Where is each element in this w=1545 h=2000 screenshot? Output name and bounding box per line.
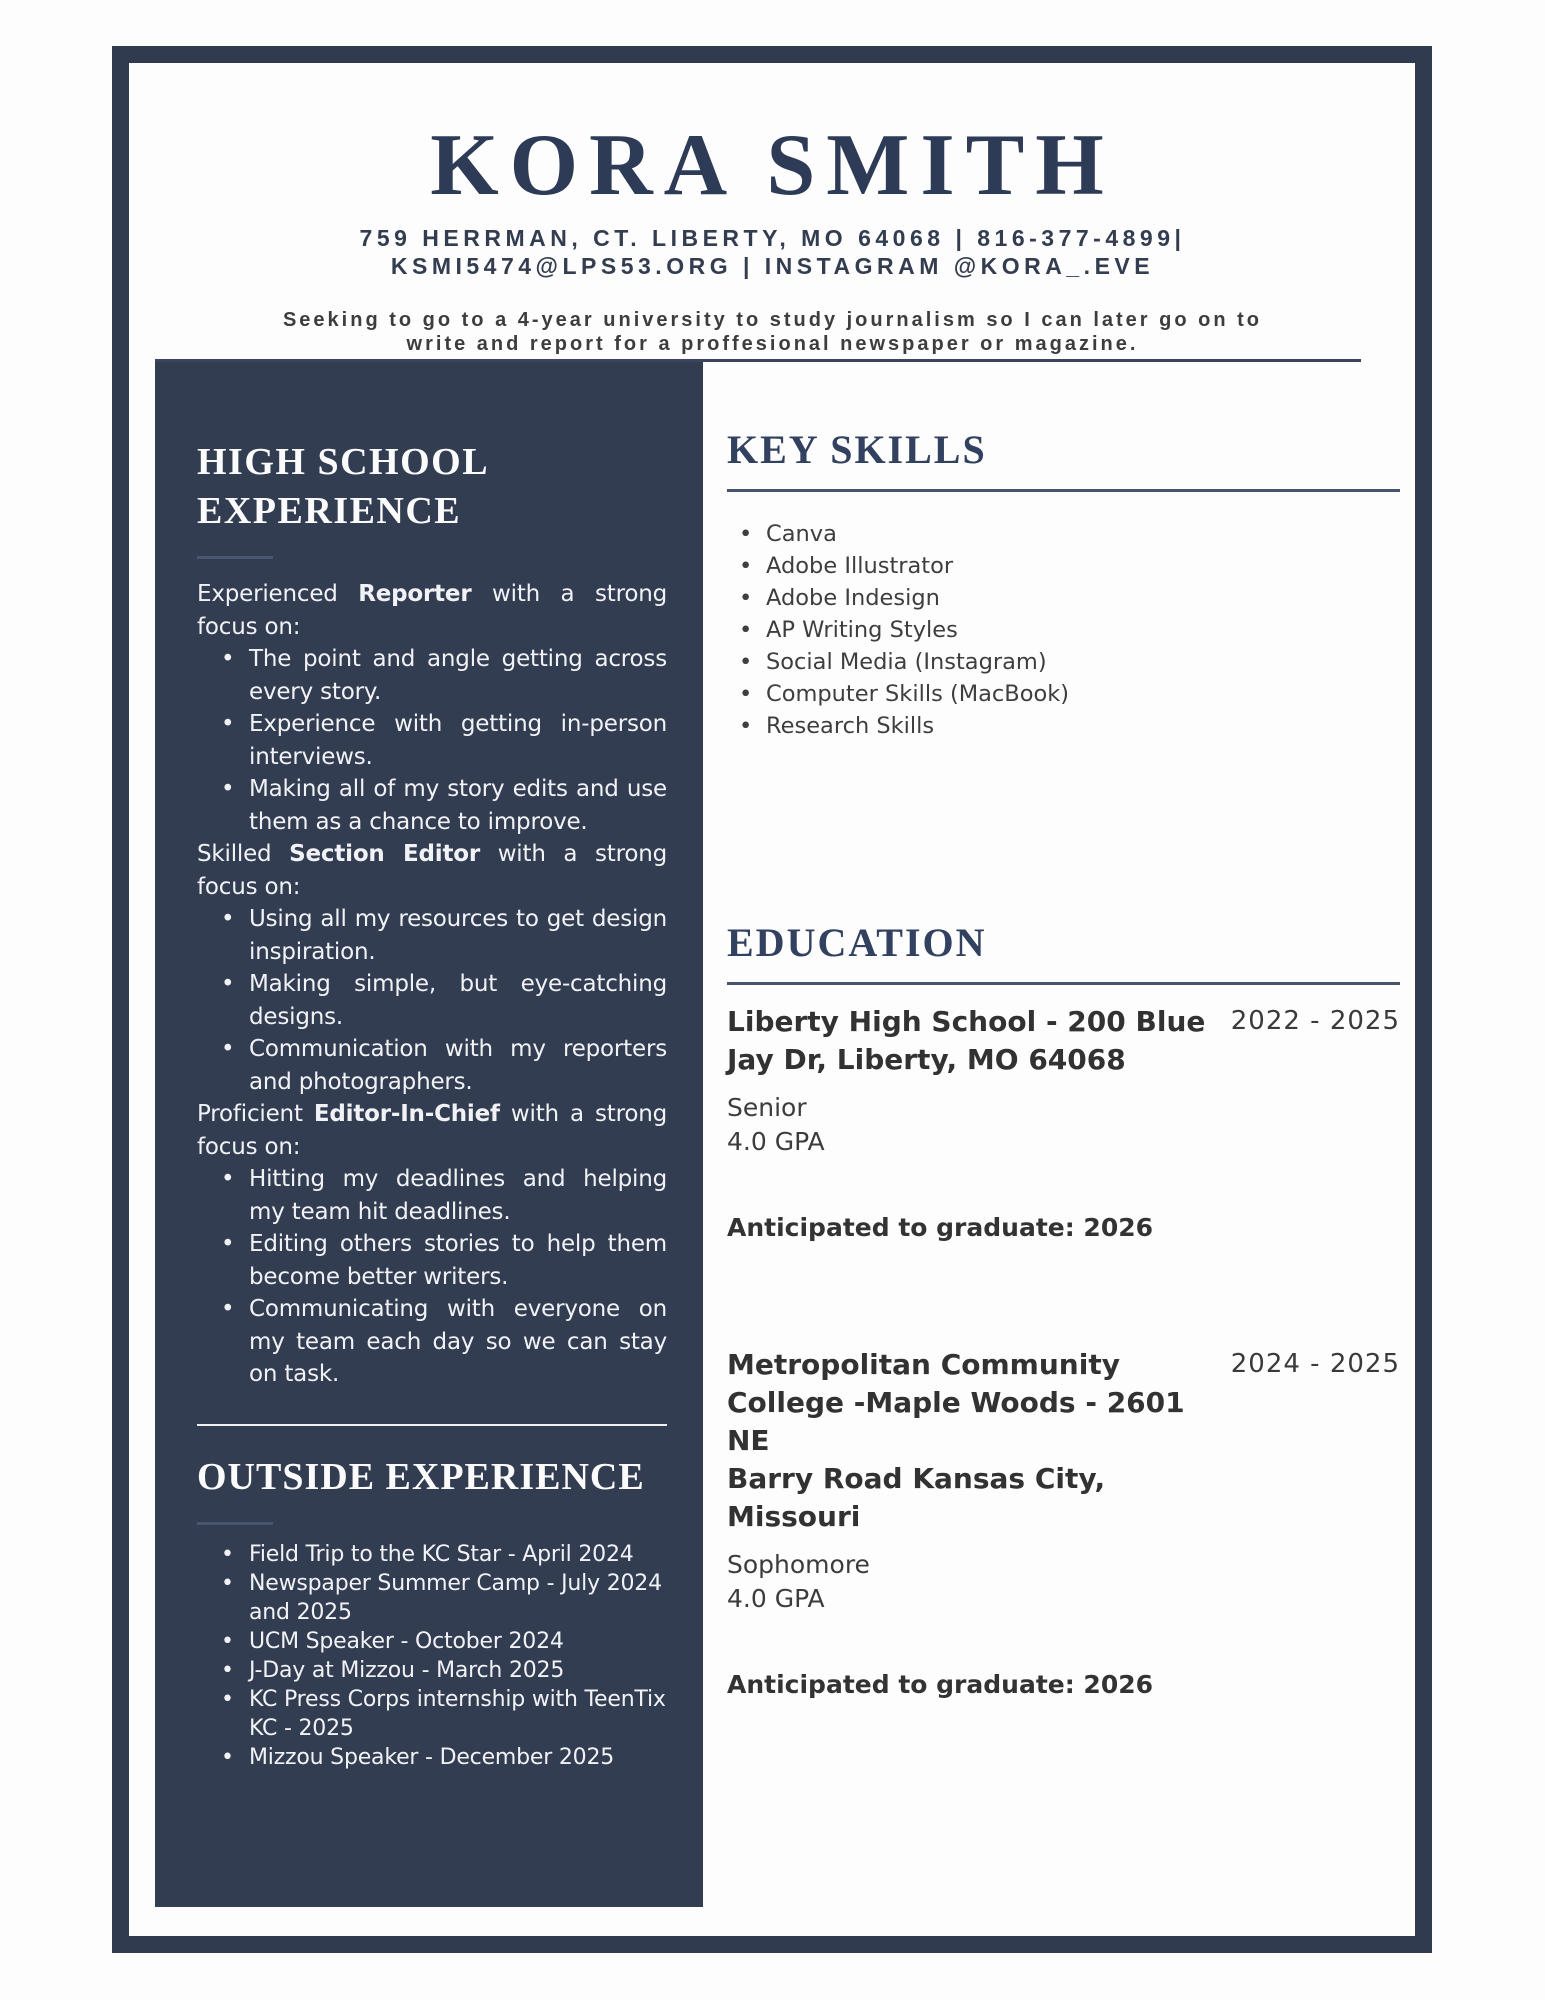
- graduation-note: Anticipated to graduate: 2026: [727, 1670, 1154, 1699]
- school-name: Metropolitan Community College -Maple Woods - 2601 NE Barry Road Kansas City, Missouri: [727, 1348, 1185, 1533]
- contact-info: [0, 224, 1545, 280]
- list-item: • UCM Speaker - October 2024: [197, 1627, 667, 1656]
- list-item: • Experience with getting in-person interviews.: [197, 708, 667, 773]
- high-school-experience-body: [197, 578, 667, 1391]
- grade-level: Senior: [727, 1093, 807, 1122]
- key-skills-section: [727, 428, 1400, 742]
- list-item: • Newspaper Summer Camp - July 2024 and 2025: [197, 1569, 667, 1627]
- objective-statement: [0, 308, 1545, 356]
- list-item: • Computer Skills (MacBook): [727, 678, 1400, 710]
- school-name: Liberty High School - 200 Blue Jay Dr, Liberty, MO 64068: [727, 1005, 1206, 1076]
- outside-experience-heading: OUTSIDE EXPERIENCE: [197, 1455, 645, 1498]
- list-item: • Hitting my deadlines and helping my team hit deadlines.: [197, 1163, 667, 1228]
- gpa-value: 4.0 GPA: [727, 1127, 825, 1156]
- education-entries: [727, 1003, 1400, 1699]
- list-item: • Communication with my reporters and photographers.: [197, 1033, 667, 1098]
- list-item: • Adobe Illustrator: [727, 550, 1400, 582]
- list-item: • Adobe Indesign: [727, 582, 1400, 614]
- list-item: • Mizzou Speaker - December 2025: [197, 1743, 667, 1772]
- education-entry-liberty-high: [727, 1003, 1400, 1242]
- grade-level: Sophomore: [727, 1550, 870, 1579]
- list-item: • Research Skills: [727, 710, 1400, 742]
- reporter-bullet-list: [197, 643, 667, 838]
- list-item: • Making simple, but eye-catching designs.: [197, 968, 667, 1033]
- list-item: • J-Day at Mizzou - March 2025: [197, 1656, 667, 1685]
- objective-line-2: write and report for a proffesional newspaper or magazine.: [406, 333, 1139, 355]
- education-heading: EDUCATION: [727, 920, 987, 965]
- education-entry-metropolitan-cc: [727, 1346, 1400, 1699]
- list-item: • The point and angle getting across every story.: [197, 643, 667, 708]
- role-paragraph-editor-in-chief: Proficient Editor-In-Chief with a strong focus on:: [197, 1101, 667, 1160]
- contact-line-1: 759 HERRMAN, CT. LIBERTY, MO 64068 | 816-377-4899|: [359, 225, 1186, 251]
- role-paragraph-reporter: Experienced Reporter with a strong focus on:: [197, 581, 667, 640]
- list-item: • Communicating with everyone on my team each day so we can stay on task.: [197, 1293, 667, 1391]
- editor-in-chief-bullet-list: [197, 1163, 667, 1391]
- key-skills-list: [727, 518, 1400, 742]
- high-school-experience-heading: HIGH SCHOOL EXPERIENCE: [197, 441, 487, 532]
- outside-experience-list: [197, 1540, 667, 1772]
- list-item: • Field Trip to the KC Star - April 2024: [197, 1540, 667, 1569]
- role-name-section-editor: Section Editor: [289, 841, 480, 867]
- heading-underline: [197, 1522, 273, 1525]
- education-section: [727, 921, 1400, 1699]
- heading-rule: [727, 982, 1400, 985]
- date-range: 2022 - 2025: [1230, 1006, 1400, 1036]
- section-editor-bullet-list: [197, 903, 667, 1098]
- list-item: • AP Writing Styles: [727, 614, 1400, 646]
- objective-line-1: Seeking to go to a 4-year university to study journalism so I can later go on to: [282, 309, 1263, 331]
- list-item: • Making all of my story edits and use them as a chance to improve.: [197, 773, 667, 838]
- list-item: • Editing others stories to help them become better writers.: [197, 1228, 667, 1293]
- contact-line-2: KSMI5474@LPS53.ORG | INSTAGRAM @KORA_.EVE: [390, 253, 1155, 279]
- gpa-value: 4.0 GPA: [727, 1584, 825, 1613]
- list-item: • Using all my resources to get design inspiration.: [197, 903, 667, 968]
- person-name: KORA SMITH: [430, 117, 1115, 214]
- role-paragraph-section-editor: Skilled Section Editor with a strong focus on:: [197, 841, 667, 900]
- sidebar-section-divider: [197, 1424, 667, 1426]
- list-item: • KC Press Corps internship with TeenTix KC - 2025: [197, 1685, 667, 1743]
- graduation-note: Anticipated to graduate: 2026: [727, 1213, 1154, 1242]
- role-name-editor-in-chief: Editor-In-Chief: [313, 1101, 500, 1127]
- date-range: 2024 - 2025: [1230, 1349, 1400, 1379]
- list-item: • Canva: [727, 518, 1400, 550]
- role-name-reporter: Reporter: [358, 581, 472, 607]
- heading-underline: [197, 556, 273, 559]
- heading-rule: [727, 489, 1400, 492]
- list-item: • Social Media (Instagram): [727, 646, 1400, 678]
- sidebar-panel: [155, 362, 703, 1907]
- key-skills-heading: KEY SKILLS: [727, 427, 987, 472]
